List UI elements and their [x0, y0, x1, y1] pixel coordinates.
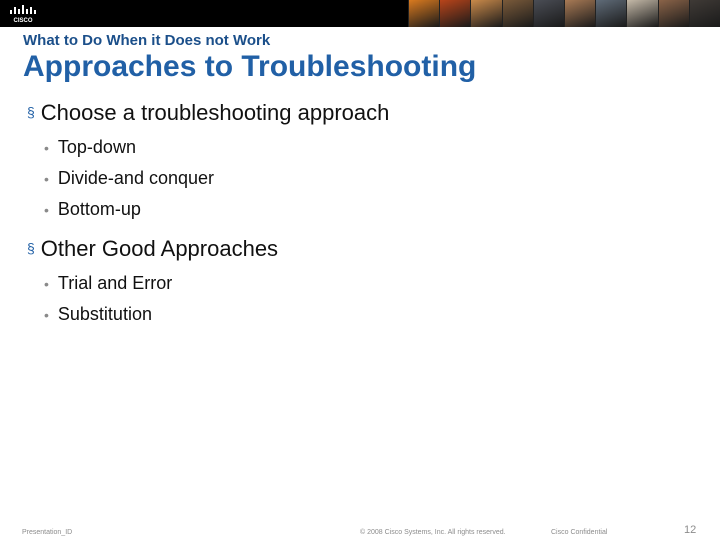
- bullet-icon: •: [44, 306, 49, 323]
- bullet-icon: •: [44, 201, 49, 218]
- slide-title: Approaches to Troubleshooting: [23, 50, 477, 83]
- header-photo: [595, 0, 626, 27]
- list-item: [27, 194, 389, 225]
- bullet-icon: •: [44, 275, 49, 292]
- sub-list: [27, 268, 278, 330]
- section-approaches: [27, 100, 389, 225]
- header-photo: [439, 0, 470, 27]
- section-heading-text: Other Good Approaches: [40, 236, 279, 261]
- section-heading-text: Choose a troubleshooting approach: [40, 100, 390, 125]
- slide-subtitle: What to Do When it Does not Work: [23, 32, 271, 49]
- footer-copyright: © 2008 Cisco Systems, Inc. All rights reserved.: [360, 529, 506, 536]
- list-item: [27, 132, 389, 163]
- list-item-text: Substitution: [57, 304, 152, 324]
- header-photo: [408, 0, 439, 27]
- header-photo: [626, 0, 657, 27]
- header-photo: [564, 0, 595, 27]
- sub-list: [27, 132, 389, 225]
- header-photo: [658, 0, 689, 27]
- list-item-text: Top-down: [57, 137, 136, 157]
- cisco-logo: [8, 4, 42, 24]
- section-bullet-icon: §: [27, 240, 35, 256]
- header-photo: [502, 0, 533, 27]
- section-heading: [27, 100, 389, 126]
- bullet-icon: •: [44, 170, 49, 187]
- section-heading: [27, 236, 278, 262]
- header-photo: [470, 0, 501, 27]
- list-item-text: Bottom-up: [57, 199, 141, 219]
- header-bar: [0, 0, 720, 27]
- footer-confidential: Cisco Confidential: [551, 529, 608, 536]
- header-photo: [533, 0, 564, 27]
- list-item-text: Trial and Error: [57, 273, 173, 293]
- page-number: 12: [684, 524, 697, 536]
- list-item: [27, 299, 278, 330]
- list-item: [27, 268, 278, 299]
- logo-text: CISCO: [13, 18, 33, 24]
- section-other: [27, 236, 278, 330]
- footer-presentation-id: Presentation_ID: [22, 529, 73, 536]
- bullet-icon: •: [44, 139, 49, 156]
- section-bullet-icon: §: [27, 104, 35, 120]
- list-item-text: Divide-and conquer: [57, 168, 214, 188]
- photo-strip: [408, 0, 720, 27]
- header-photo: [689, 0, 720, 27]
- list-item: [27, 163, 389, 194]
